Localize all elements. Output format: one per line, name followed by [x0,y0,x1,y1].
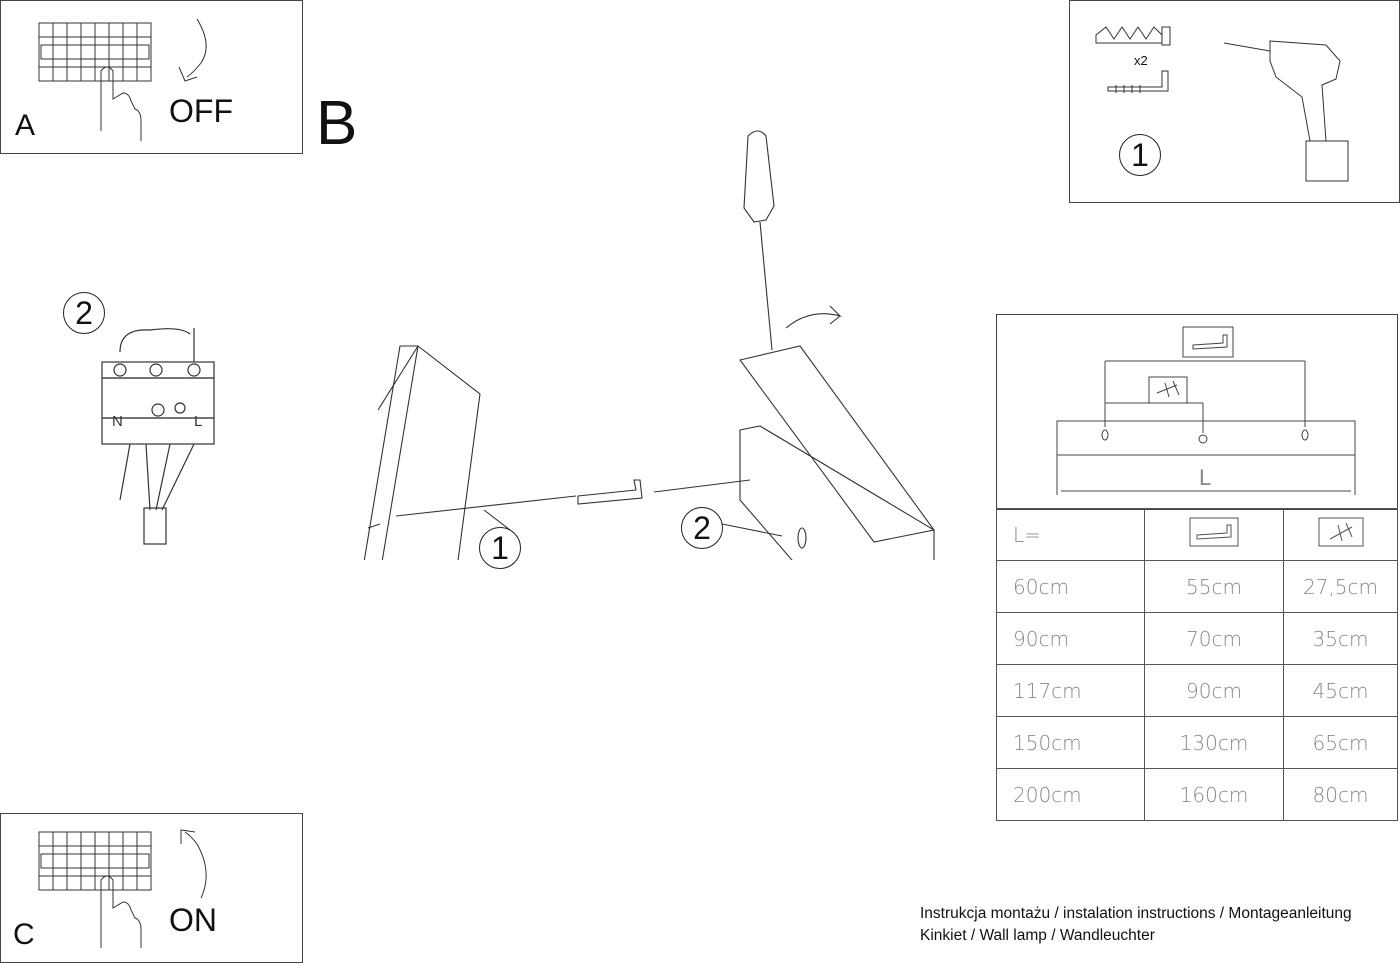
instructions-title: Instrukcja montażu / instalation instructions / Montageanleitung [920,905,1352,922]
hook-screw-icon [1193,335,1227,349]
panel-c-power-on [0,813,303,963]
row-screw-spacing: 90cm [1145,665,1284,717]
table-row [997,665,1398,717]
dimensions-illustration [997,315,1397,509]
panel-c-letter: C [13,918,35,951]
anchor-quantity: x2 [1134,53,1148,68]
arrow-up-icon [181,830,206,898]
hook-screw-icon [1189,517,1239,547]
step-1-circle: 1 [1119,134,1161,176]
row-screw-spacing: 160cm [1145,769,1284,821]
wall-plate [338,346,480,560]
table-row [997,613,1398,665]
panel-a-letter: A [15,109,36,142]
terminal-block-illustration [90,300,230,560]
row-center-spacing: 45cm [1284,665,1398,717]
row-screw-spacing: 55cm [1145,561,1284,613]
hook-screw-icon [1108,71,1168,93]
mounting-diagram [270,120,990,560]
table-row [997,561,1398,613]
table-row [997,769,1398,821]
screw-callout-circle: 1 [479,527,521,569]
row-length: 150cm [997,717,1145,769]
breaker-on-illustration [1,814,301,964]
dimensions-table [996,508,1398,821]
table-row [997,717,1398,769]
row-length: 117cm [997,665,1145,717]
row-length: 90cm [997,613,1145,665]
panel-tools [1069,0,1400,203]
length-l-label: L [1199,465,1212,490]
terminal-n-label: N [112,413,123,430]
row-screw-spacing: 130cm [1145,717,1284,769]
row-screw-spacing: 70cm [1145,613,1284,665]
panel-a-power-off [0,0,303,154]
row-center-spacing: 65cm [1284,717,1398,769]
wall-anchor-icon [1318,517,1364,547]
arrow-down-icon [179,19,206,81]
product-title: Kinkiet / Wall lamp / Wandleuchter [920,927,1155,944]
power-on-label: ON [169,902,217,938]
step-b-letter: B [316,89,358,158]
header-length: L= [997,509,1145,561]
wall-anchor-icon [1157,381,1179,397]
hook-screw-icon [578,480,642,504]
power-off-label: OFF [169,93,233,129]
wiring-step-circle: 2 [63,292,105,334]
row-center-spacing: 80cm [1284,769,1398,821]
row-center-spacing: 27,5cm [1284,561,1398,613]
row-length: 60cm [997,561,1145,613]
dimensions-panel [996,314,1398,510]
screwdriver-icon [744,131,774,350]
table-header-row [997,509,1398,561]
terminal-l-label: L [194,413,203,430]
row-length: 200cm [997,769,1145,821]
drill-icon [1224,41,1348,181]
lamp-body [740,426,934,560]
mount-callout-circle: 2 [681,507,723,549]
header-screw-spacing [1145,509,1284,561]
breaker-off-illustration [1,1,301,151]
tools-illustration [1070,1,1400,201]
row-center-spacing: 35cm [1284,613,1398,665]
rotation-arrow-icon [786,306,840,328]
header-center-spacing [1284,509,1398,561]
wall-anchor-icon [1096,27,1170,45]
